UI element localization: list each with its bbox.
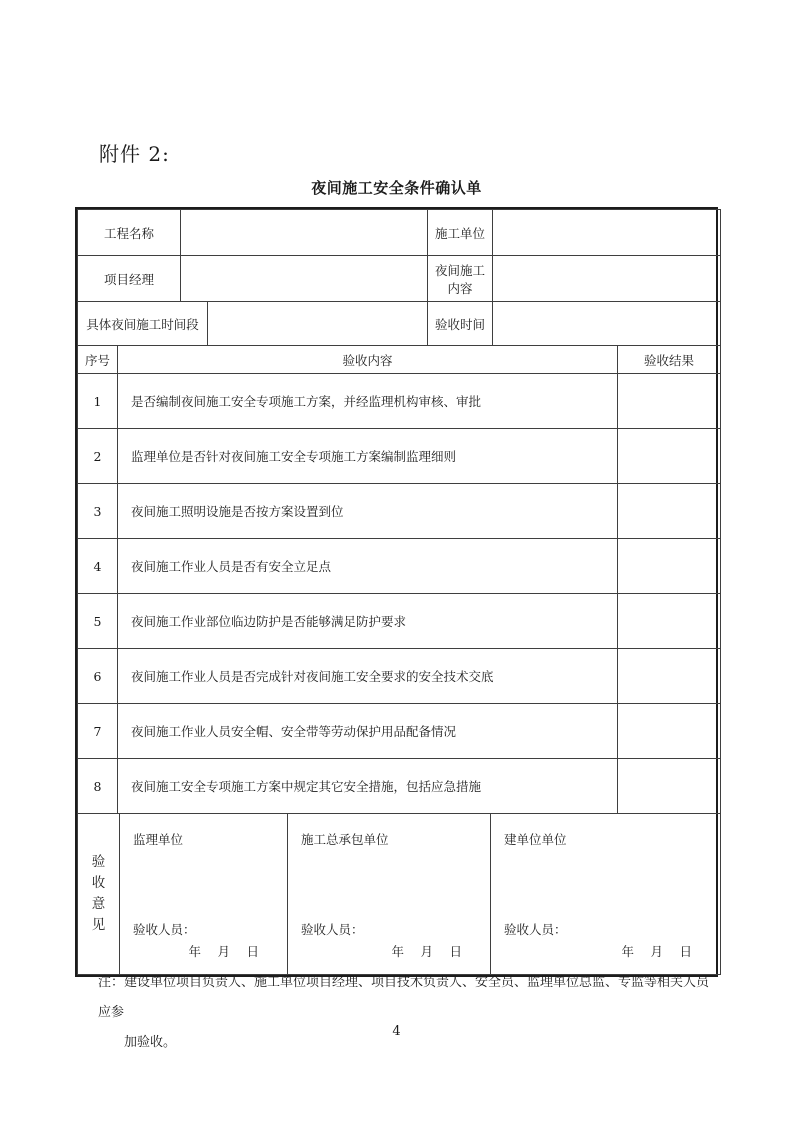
item-no: 6: [78, 649, 118, 704]
checklist-row-2: [78, 429, 721, 484]
item-no: 7: [78, 704, 118, 759]
info-table: [77, 209, 721, 346]
item-no: 2: [78, 429, 118, 484]
checklist-row-6: [78, 649, 721, 704]
item-result-cell: [618, 429, 721, 484]
header-no: 序号: [78, 346, 118, 374]
info-row-project: [78, 210, 721, 256]
acceptance-time-label: 验收时间: [428, 302, 493, 346]
general-contractor-cell: [288, 814, 491, 975]
item-result-cell: [618, 539, 721, 594]
acceptance-row: [78, 814, 721, 975]
item-content: 夜间施工作业人员是否有安全立足点: [118, 539, 618, 594]
item-content: 夜间施工安全专项施工方案中规定其它安全措施，包括应急措施: [118, 759, 618, 814]
night-work-period-label: 具体夜间施工时间段: [78, 302, 208, 346]
item-no: 8: [78, 759, 118, 814]
supervision-unit-label: 监理单位: [133, 832, 184, 847]
item-content: 夜间施工作业部位临边防护是否能够满足防护要求: [118, 594, 618, 649]
footnote: [98, 968, 720, 1058]
acceptance-opinion-label-cell: [78, 814, 120, 975]
general-contractor-label: 施工总承包单位: [301, 832, 389, 847]
item-result-cell: [618, 594, 721, 649]
footnote-line-2: 加验收。: [124, 1035, 177, 1050]
info-row-period: [78, 302, 721, 346]
construction-unit-value-cell: [493, 210, 721, 256]
project-name-label: 工程名称: [78, 210, 181, 256]
checklist-row-3: [78, 484, 721, 539]
item-content: 夜间施工作业人员是否完成针对夜间施工安全要求的安全技术交底: [118, 649, 618, 704]
night-work-content-label: 夜间施工内容: [428, 256, 493, 302]
item-no: 5: [78, 594, 118, 649]
header-result: 验收结果: [618, 346, 721, 374]
supervision-staff-label: 验收人员：: [133, 922, 196, 937]
checklist-row-4: [78, 539, 721, 594]
project-manager-label: 项目经理: [78, 256, 181, 302]
checklist-row-1: [78, 374, 721, 429]
project-manager-value-cell: [181, 256, 428, 302]
attachment-label: 附件 2:: [99, 142, 170, 166]
item-no: 1: [78, 374, 118, 429]
checklist-row-8: [78, 759, 721, 814]
item-result-cell: [618, 484, 721, 539]
item-content: 夜间施工照明设施是否按方案设置到位: [118, 484, 618, 539]
owner-unit-label: 建单位单位: [504, 832, 567, 847]
page-title: 夜间施工安全条件确认单: [311, 180, 482, 197]
item-result-cell: [618, 649, 721, 704]
owner-unit-cell: [491, 814, 721, 975]
supervision-unit-cell: [120, 814, 288, 975]
item-result-cell: [618, 759, 721, 814]
checklist-row-5: [78, 594, 721, 649]
item-content: 是否编制夜间施工安全专项施工方案，并经监理机构审核、审批: [118, 374, 618, 429]
checklist-table: [77, 345, 721, 814]
construction-unit-label: 施工单位: [428, 210, 493, 256]
project-name-value-cell: [181, 210, 428, 256]
item-content: 夜间施工作业人员安全帽、安全带等劳动保护用品配备情况: [118, 704, 618, 759]
footnote-text: 建设单位项目负责人、施工单位项目经理、项目技术负责人、安全员、监理单位总监、专监等相关人员应参: [98, 975, 710, 1020]
confirmation-form-table: [75, 207, 718, 977]
acceptance-table: [77, 813, 721, 975]
info-row-manager: [78, 256, 721, 302]
footnote-prefix: 注：: [98, 975, 125, 990]
general-contractor-date-label: 年 月 日: [391, 944, 464, 959]
item-no: 4: [78, 539, 118, 594]
owner-staff-label: 验收人员：: [504, 922, 567, 937]
page-number: 4: [392, 1024, 401, 1039]
item-no: 3: [78, 484, 118, 539]
general-contractor-staff-label: 验收人员：: [301, 922, 364, 937]
item-content: 监理单位是否针对夜间施工安全专项施工方案编制监理细则: [118, 429, 618, 484]
acceptance-time-value-cell: [493, 302, 721, 346]
item-result-cell: [618, 374, 721, 429]
header-content: 验收内容: [118, 346, 618, 374]
acceptance-opinion-label: 验收意见: [91, 854, 106, 933]
owner-date-label: 年 月 日: [621, 944, 694, 959]
footnote-line-1: [98, 968, 720, 1028]
checklist-row-7: [78, 704, 721, 759]
checklist-header-row: [78, 346, 721, 374]
night-work-period-value-cell: [208, 302, 428, 346]
item-result-cell: [618, 704, 721, 759]
supervision-date-label: 年 月 日: [188, 944, 261, 959]
night-work-content-value-cell: [493, 256, 721, 302]
